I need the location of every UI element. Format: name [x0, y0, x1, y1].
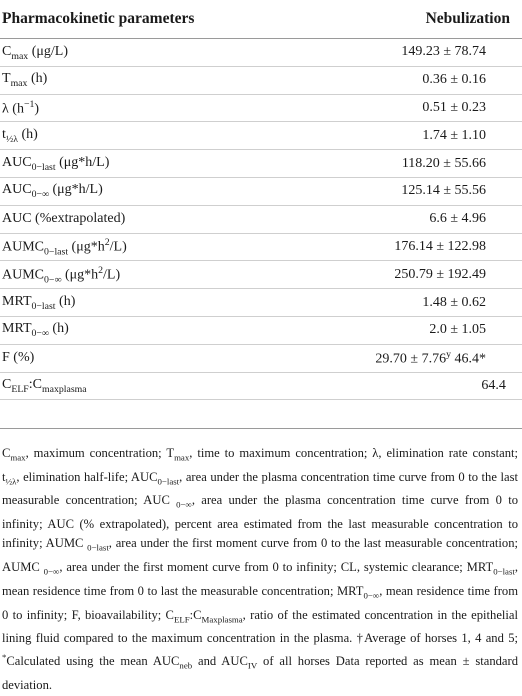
table-footnote: $C_{max}$, maximum concentration; $T_{max}$, time to maximum concentration; λ, elimination rate constant; $t_{\frac{1}{2}\lambda}$, elimination half-life; $AUC_{0-last}$, area under the plasma concentration time curve from 0 to the last measurable concentration; AUC $_{0-\infty}$, area under the plasma concentration time curve from 0 to infinity; AUC (% extrapolated), percent area estimated from the last measurable concentration to infinity; AUMC $_{0-last}$, area under the first moment curve from 0 to the last measurable concentration; AUMC $_{0-\infty}$, area under the first moment curve from 0 to infinity; CL, systemic clearance; $MRT_{0-last}$, mean residence time from 0 to last the measurable concentration; $MRT_{0-\infty}$, mean residence time from 0 to infinity; F, bioavailability; $C_{ELF}:C_{Maxplasma}$, ratio of the estimated concentration in the epithelial lining fluid compared to the maximum concentration in the plasma. †Average of horses 1, 4 and 5; *Calculated using the mean $AUC_{neb}$ and $AUC_{IV}$ of all horses Data reported as mean ± standard deviation.: [2, 446, 519, 693]
value-cell: 176.14 ± 122.98: [394, 238, 486, 254]
param-cell: $AUMC_{0-last}$ $(\mu g*h^2/L)$: [2, 236, 127, 258]
value-cell: 0.36 ± 0.16: [422, 72, 486, 88]
value-cell: 1.74 ± 1.10: [422, 127, 486, 143]
table-row: [0, 316, 522, 344]
table-bottom-rule: [0, 428, 522, 429]
header-parameters: Pharmacokinetic parameters: [2, 10, 195, 27]
value-cell: 0.51 ± 0.23: [422, 99, 486, 115]
table-row: [0, 94, 522, 122]
table-row: [0, 122, 522, 150]
table-row: [0, 39, 522, 67]
value-cell: 149.23 ± 78.74: [401, 44, 486, 60]
table-header-row: [0, 0, 522, 39]
value-cell: 6.6 ± 4.96: [429, 211, 486, 227]
param-cell: $T_{max}$ (h): [2, 71, 48, 90]
value-cell: 64.4: [481, 377, 506, 393]
param-cell: $AUC_{0-last}$ (μg*h/L): [2, 154, 110, 173]
table-row: [0, 150, 522, 178]
param-cell: $AUMC_{0-\infty}$ $(\mu g*h^2/L)$: [2, 264, 121, 285]
param-cell: F (%): [2, 350, 35, 366]
param-cell: $C_{ELF}:C_{maxplasma}$: [2, 377, 87, 395]
param-cell: λ $(h^{-1})$: [2, 98, 40, 117]
param-cell: $MRT_{0-last}$ (h): [2, 293, 76, 312]
table-row: [0, 233, 522, 261]
value-cell: 2.0 ± 1.05: [429, 322, 486, 338]
table-row: [0, 177, 522, 205]
table-row: [0, 289, 522, 317]
table-row: [0, 66, 522, 94]
value-cell: 250.79 ± 192.49: [394, 266, 486, 282]
param-cell: $C_{max}$ (μg/L): [2, 43, 68, 62]
param-cell: $t_{\frac{1}{2}\lambda}$ (h): [2, 126, 38, 145]
value-cell: 1.48 ± 0.62: [422, 294, 486, 310]
table-row: [0, 344, 522, 372]
table-row: [0, 372, 522, 400]
value-cell: 125.14 ± 55.56: [401, 183, 486, 199]
param-cell: $AUC_{0-\infty}$ (μg*h/L): [2, 182, 103, 201]
param-cell: $MRT_{0-\infty}$ (h): [2, 321, 69, 340]
header-nebulization: Nebulization: [425, 10, 510, 27]
table-row: [0, 205, 522, 233]
table-row: [0, 261, 522, 289]
value-cell: 118.20 ± 55.66: [401, 155, 486, 171]
param-cell: AUC (%extrapolated): [2, 211, 126, 227]
value-cell: $29.70 \pm 7.76^y$ 46.4*: [375, 348, 486, 367]
